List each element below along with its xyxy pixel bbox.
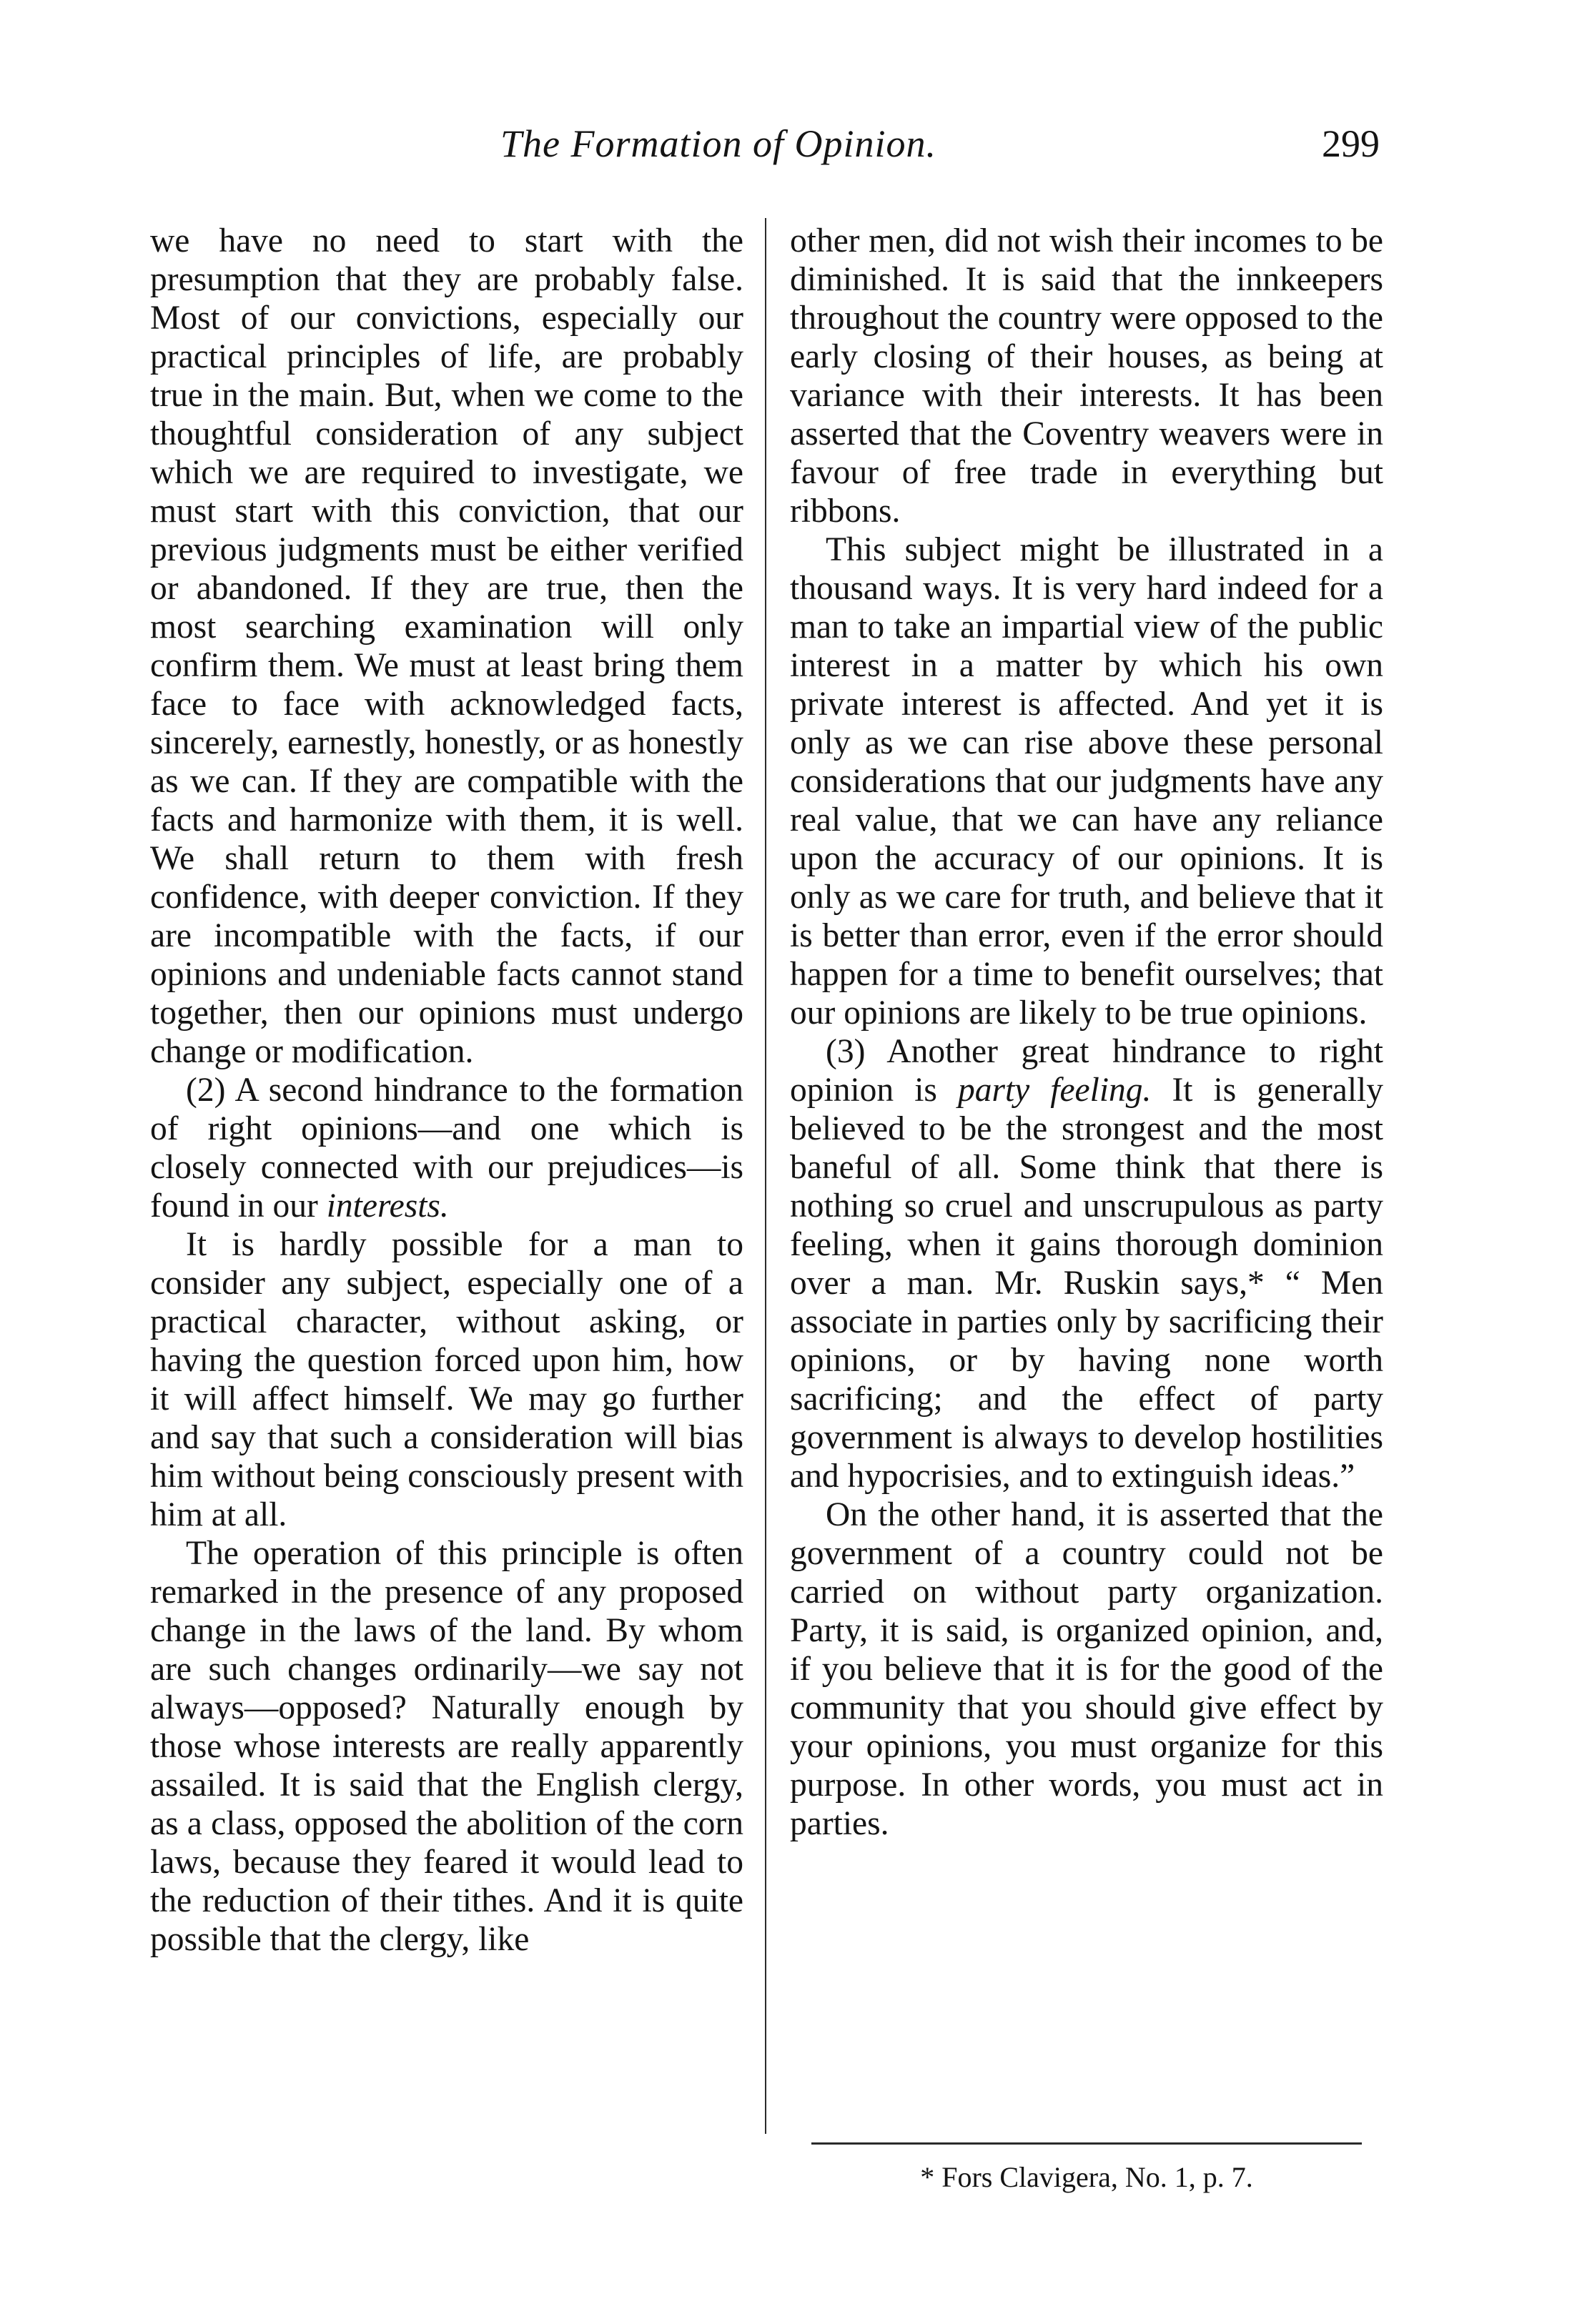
footnote: * Fors Clavigera, No. 1, p. 7. [920,2161,1253,2193]
left-column [150,222,743,1959]
right-column [790,222,1383,1843]
paragraph-bias: It is hardly possible for a man to consider any subject, especially one of a practical character, without asking, or having the question forced upon him, how it will affect himself. We may go further and say that such a consideration will bias him without being consciously present with him at all. [150,1226,743,1533]
page-header [150,122,1380,179]
column-divider [765,218,766,2134]
emphasis-interests: interests. [326,1187,449,1225]
paragraph-illustrated: This subject might be illustrated in a thousand ways. It is very hard indeed for a man to take an impartial view of the public interest in a matter by which his own private interest is affected. And yet it is only as we can rise above these personal considerations that our judgments have any real value, that we can have any reliance upon the accuracy of our opinions. It is only as we care for truth, and believe that it is better than error, even if the error should happen for a time to benefit ourselves; that our opinions are likely to be true opinions. [790,531,1383,1032]
paragraph-lead: (2) A second hindrance to the formation of right opinions—and one which is closely connected with our prejudices—is found in our [150,1072,743,1225]
paragraph-lead: (3) Another great hindrance to right opinion is [790,1033,1383,1109]
paragraph-operation: The operation of this principle is often remarked in the presence of any proposed change in the laws of the land. By whom are such changes ordinarily—we say not always—opposed? Naturally enough by those whose interests are really apparently assailed. It is said that the English clergy, as a class, opposed the abolition of the corn laws, because they feared it would lead to the reduction of their tithes. And it is quite possible that the clergy, like [150,1535,743,1958]
paragraph-other-hand: On the other hand, it is asserted that the government of a country could not be carried on without party organization. Party, it is said, is organized opinion, and, if you believe that it is for the good of the community that you should give effect by your opinions, you must organize for this purpose. In other words, you must act in parties. [790,1496,1383,1842]
page-number: 299 [1322,122,1380,165]
paragraph-second-hindrance [150,1071,743,1225]
paragraph-continued-right: other men, did not wish their incomes to be diminished. It is said that the innkeepers throughout the country were opposed to the early closing of their houses, as being at variance with their interests. It has been asserted that the Coventry weavers were in favour of free trade in everything but ribbons. [790,222,1383,530]
paragraph-party-feeling [790,1032,1383,1495]
paragraph-rest: It is generally believed to be the strongest and the most baneful of all. Some think that there is nothing so cruel and unscrupulous as party feeling, when it gains thorough dominion over a man. Mr. Ruskin says,* “ Men associate in parties only by sacrificing their opinions, or by having none worth sacrificing; and the effect of party government is always to develop hostilities and hypocrisies, and to extinguish ideas.” [790,1072,1384,1495]
emphasis-party-feeling: party feeling. [957,1072,1152,1109]
running-title: The Formation of Opinion. [500,122,937,165]
paragraph-continued: we have no need to start with the presumption that they are probably false. Most of our convictions, especially our practical principles of life, are probably true in the main. But, when we come to the thoughtful consideration of any subject which we are required to investigate, we must start with this conviction, that our previous judgments must be either verified or abandoned. If they are true, then the most searching examination will only confirm them. We must at least bring them face to face with acknowledged facts, sincerely, earnestly, honestly, or as honestly as we can. If they are compatible with the facts and harmonize with them, it is well. We shall return to them with fresh confidence, with deeper conviction. If they are incompatible with the facts, if our opinions and undeniable facts cannot stand together, then our opinions must undergo change or modification. [150,222,743,1070]
footnote-rule [811,2142,1362,2145]
